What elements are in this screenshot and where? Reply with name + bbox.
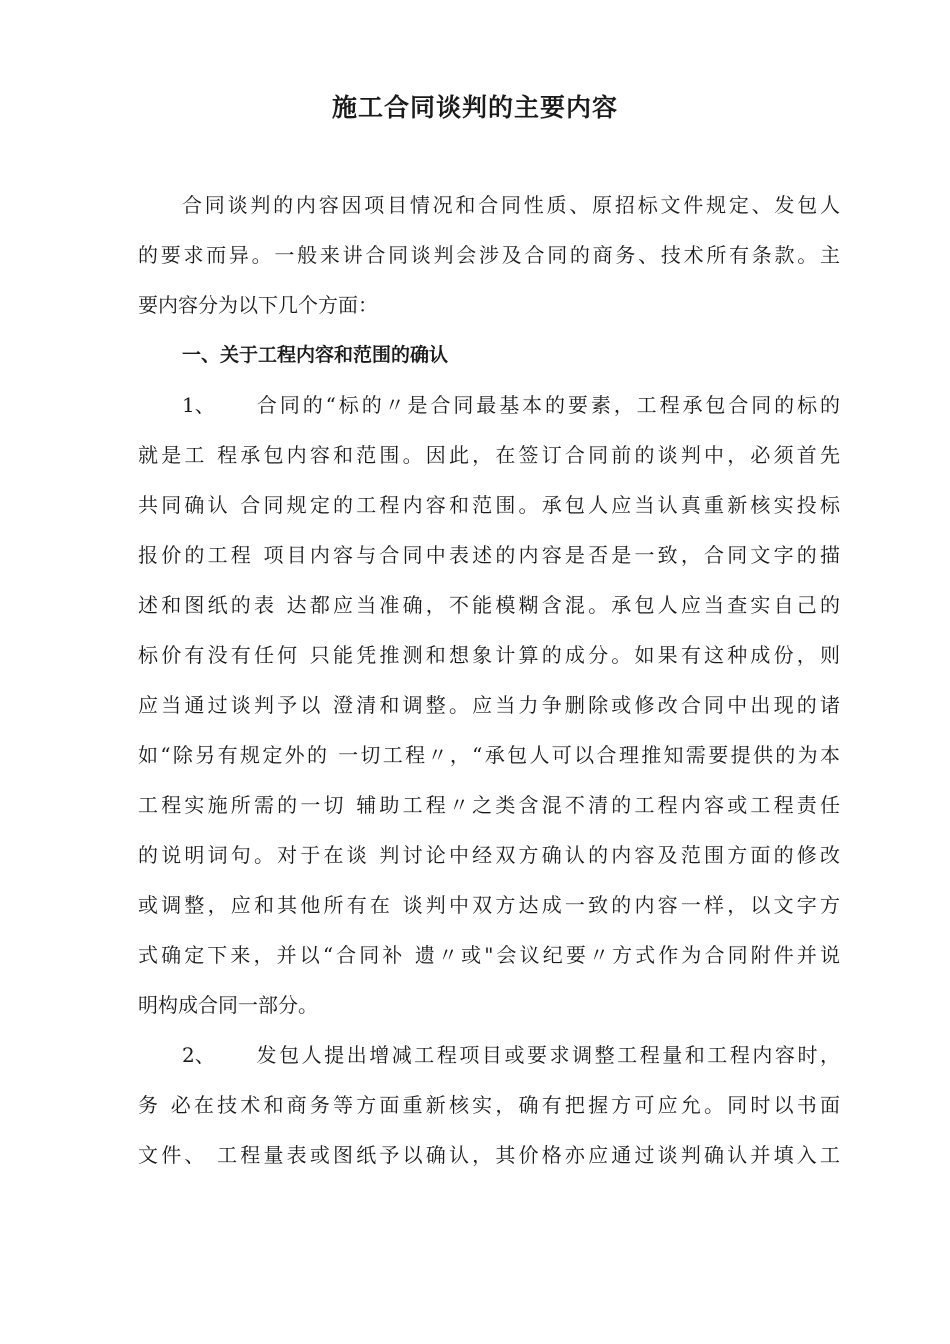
document-title: 施工合同谈判的主要内容: [331, 93, 618, 122]
paragraph-line: 工程实施所需的一切 辅助工程〃之类含混不清的工程内容或工程责任: [138, 793, 840, 817]
paragraph-line: 明构成合同一部分。: [138, 993, 318, 1017]
paragraph-line: 文件、 工程量表或图纸予以确认，其价格亦应通过谈判确认并填入工: [138, 1143, 840, 1167]
paragraph-line: 就是工 程承包内容和范围。因此，在签订合同前的谈判中，必须首先: [138, 443, 840, 467]
paragraph-line: 如“除另有规定外的 一切工程〃，“承包人可以合理推知需要提供的为本: [138, 743, 840, 767]
section-heading: 一、关于工程内容和范围的确认: [182, 344, 449, 366]
intro-line: 的要求而异。一般来讲合同谈判会涉及合同的商务、技术所有条款。主: [138, 243, 840, 267]
paragraph-line: 务 必在技术和商务等方面重新核实，确有把握方可应允。同时以书面: [138, 1093, 840, 1117]
item-1-first-line: [182, 388, 840, 422]
intro-line: 要内容分为以下几个方面：: [138, 293, 378, 317]
item-2-first-line: [182, 1038, 840, 1072]
paragraph-line: 共同确认 合同规定的工程内容和范围。承包人应当认真重新核实投标: [138, 493, 840, 517]
paragraph-line: 述和图纸的表 达都应当准确，不能模糊含混。承包人应当查实自己的: [138, 593, 840, 617]
item-1-text: 合同的“标的〃是合同最基本的要素，工程承包合同的标的: [254, 393, 840, 417]
paragraph-line: 或调整，应和其他所有在 谈判中双方达成一致的内容一样，以文字方: [138, 893, 840, 917]
item-2-text: 发包人提出增减工程项目或要求调整工程量和工程内容时，: [254, 1043, 840, 1067]
paragraph-line: 标价有没有任何 只能凭推测和想象计算的成分。如果有这种成份，则: [138, 643, 840, 667]
paragraph-line: 的说明词句。对于在谈 判讨论中经双方确认的内容及范围方面的修改: [138, 843, 840, 867]
paragraph-line: 式确定下来，并以“合同补 遗〃或"会议纪要〃方式作为合同附件并说: [138, 943, 840, 967]
paragraph-line: 应当通过谈判予以 澄清和调整。应当力争删除或修改合同中出现的诸: [138, 693, 840, 717]
intro-line: 合同谈判的内容因项目情况和合同性质、原招标文件规定、发包人: [182, 193, 840, 217]
paragraph-line: 报价的工程 项目内容与合同中表述的内容是否是一致，合同文字的描: [138, 543, 840, 567]
item-2-number: 2、: [182, 1043, 215, 1067]
item-1-number: 1、: [182, 393, 215, 417]
